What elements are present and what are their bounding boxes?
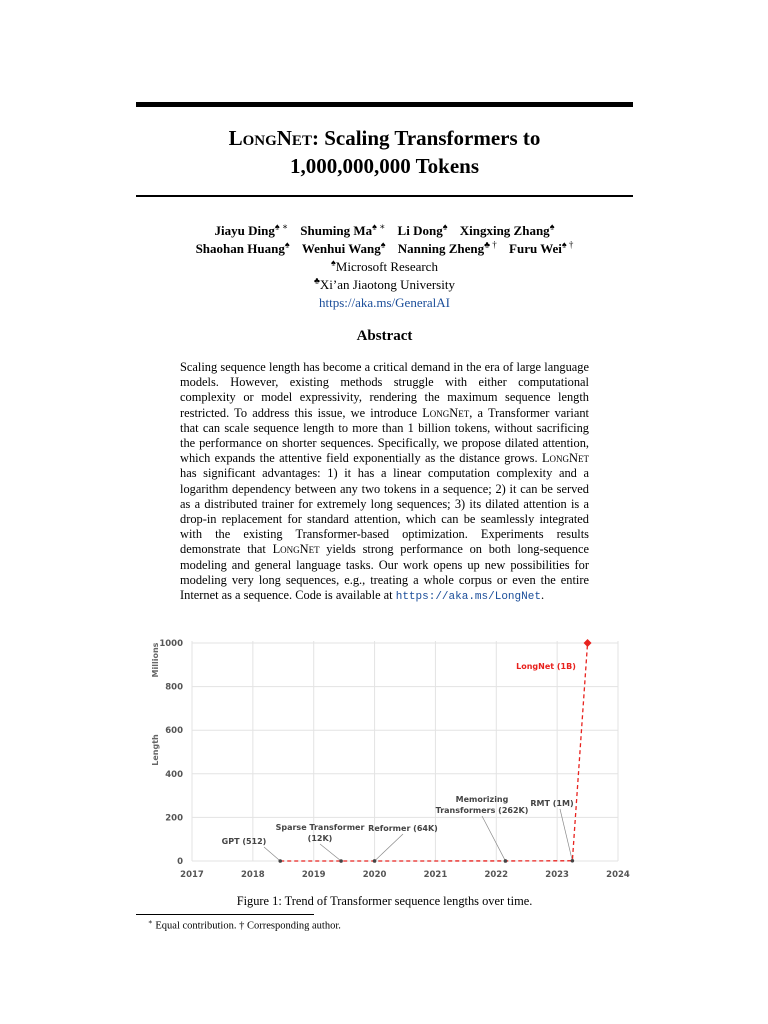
y-axis-label: Length [151,734,160,766]
x-tick-label: 2018 [241,870,265,880]
annotation-leader-line [482,816,505,861]
author-line-2 [136,240,633,258]
y-axis-units-label: Millions [151,642,160,678]
x-tick-label: 2017 [180,870,204,880]
affiliation-1 [136,258,633,276]
affiliation-2-text: Xi’an Jiaotong University [319,277,455,292]
point-label [516,662,576,671]
x-tick-label: 2023 [545,870,569,880]
author-marks: ♠ [549,221,555,232]
longnet-code-link[interactable]: https://aka.ms/LongNet [395,591,541,604]
y-tick-label: 800 [165,682,183,693]
author-marks: ♠ ∗ [372,221,386,232]
y-tick-label: 200 [165,813,183,824]
data-point-marker [339,859,343,863]
title-line2: 1,000,000,000 Tokens [289,154,480,178]
author-name: Li Dong [397,223,443,238]
footnote [148,918,341,932]
annotation-leader-line [320,844,341,861]
author-name: Nanning Zheng [397,241,485,256]
y-tick-label: 0 [177,857,183,867]
abstract-text-1: Scaling sequence length has become a critical demand in the era of large language models. However, existing methods struggle with either computational complexity or model expressivity, rendering the maximum sequence length restricted. To address this issue, we introduce [180,360,589,420]
footnote-rule [136,914,314,915]
title-top-rule [136,102,633,107]
author-marks: ♣ † [484,239,497,250]
author-name: Jiayu Ding [214,223,275,238]
author-marks: ♠ [380,239,386,250]
abstract-text-3: has significant advantages: 1) it has a linear computation complexity and a logarithm dependency between any two tokens in a sequence; 2) it can be served as a distributed trainer for extremely long sequences; 3) its dilated attention is a drop-in replacement for standard attention, which can be seamlessly integrated with the existing Transformer-based optimization. Experiments results demonstrate that [180,466,589,557]
abstract-text-2: , a Transformer variant that can scale sequence length to more than 1 billion tokens, without sacrificing the performance on shorter sequences. Specifically, we propose dilated attention, which expands the attentive field exponentially as the distance grows. [180,405,589,466]
author-name: Wenhui Wang [301,241,381,256]
affiliation-2-mark: ♣ [314,275,320,286]
point-label [530,799,573,808]
data-point-marker [571,859,575,863]
abstract-longnet-1: LongNet [422,405,470,420]
data-point-marker [278,859,282,863]
x-tick-label: 2024 [606,870,630,880]
abstract-heading: Abstract [356,328,413,344]
y-tick-label: 1000 [159,639,183,649]
point-label-line: GPT (512) [221,837,267,846]
data-point-marker [504,859,508,863]
point-label [368,824,438,833]
affiliation-1-mark: ♠ [331,257,336,268]
author-line-1 [136,222,633,240]
affiliation-2 [136,276,633,294]
x-tick-label: 2020 [362,870,387,880]
figure-1 [140,632,636,890]
title-bottom-rule [136,195,633,197]
abstract-longnet-3: LongNet [272,542,320,557]
x-tick-label: 2022 [484,870,509,880]
point-label-line: LongNet (1B) [516,662,576,671]
y-tick-label: 400 [165,769,183,780]
annotation-leader-line [375,834,403,861]
abstract-text-5: . [540,588,545,603]
point-label-line: RMT (1M) [530,799,574,808]
affiliation-1-text: Microsoft Research [335,259,438,274]
point-label [276,823,365,843]
author-name: Shuming Ma [300,223,373,238]
footnote-text: Equal contribution. † Corresponding author. [155,920,341,932]
point-label [436,795,529,815]
paper-title [136,124,633,180]
author-block [136,222,633,312]
data-point-marker [584,639,592,647]
author-marks: ♠ † [561,239,574,250]
y-tick-label: 600 [165,726,183,737]
author-marks: ♠ [284,239,290,250]
author-marks: ♠ [442,221,448,232]
generalai-link[interactable]: https://aka.ms/GeneralAI [318,295,451,310]
abstract-longnet-2: LongNet [541,451,589,466]
point-label [222,837,267,846]
sequence-length-chart [140,632,636,890]
author-name: Xingxing Zhang [459,223,550,238]
point-label-line: Reformer (64K) [368,824,438,833]
abstract-text-4: yields strong performance on both long-sequence modeling and general language tasks. Our work opens up new possibilities for modeling very long sequences, e.g., treating a whole corpus or even the entire Internet as a sequence. Code is available at [180,542,589,603]
point-label-line: Sparse Transformer [275,823,365,832]
annotation-leader-line [560,809,572,861]
author-name: Shaohan Huang [195,241,285,256]
footnote-mark: ∗ [148,918,153,926]
author-name: Furu Wei [509,241,562,256]
annotation-leader-line [264,847,280,861]
x-tick-label: 2021 [423,870,448,880]
abstract-body [180,360,589,605]
title-line1-rest: : Scaling Transformers to [311,126,541,150]
figure-caption: Figure 1: Trend of Transformer sequence lengths over time. [236,894,533,908]
x-tick-label: 2019 [301,870,326,880]
point-label-line: Memorizing [455,795,509,804]
point-label-line: Transformers (262K) [435,806,529,815]
point-label-line: (12K) [307,834,333,843]
author-marks: ♠ ∗ [274,221,288,232]
data-point-marker [373,859,377,863]
title-longnet-smallcaps: LongNet [228,126,312,150]
